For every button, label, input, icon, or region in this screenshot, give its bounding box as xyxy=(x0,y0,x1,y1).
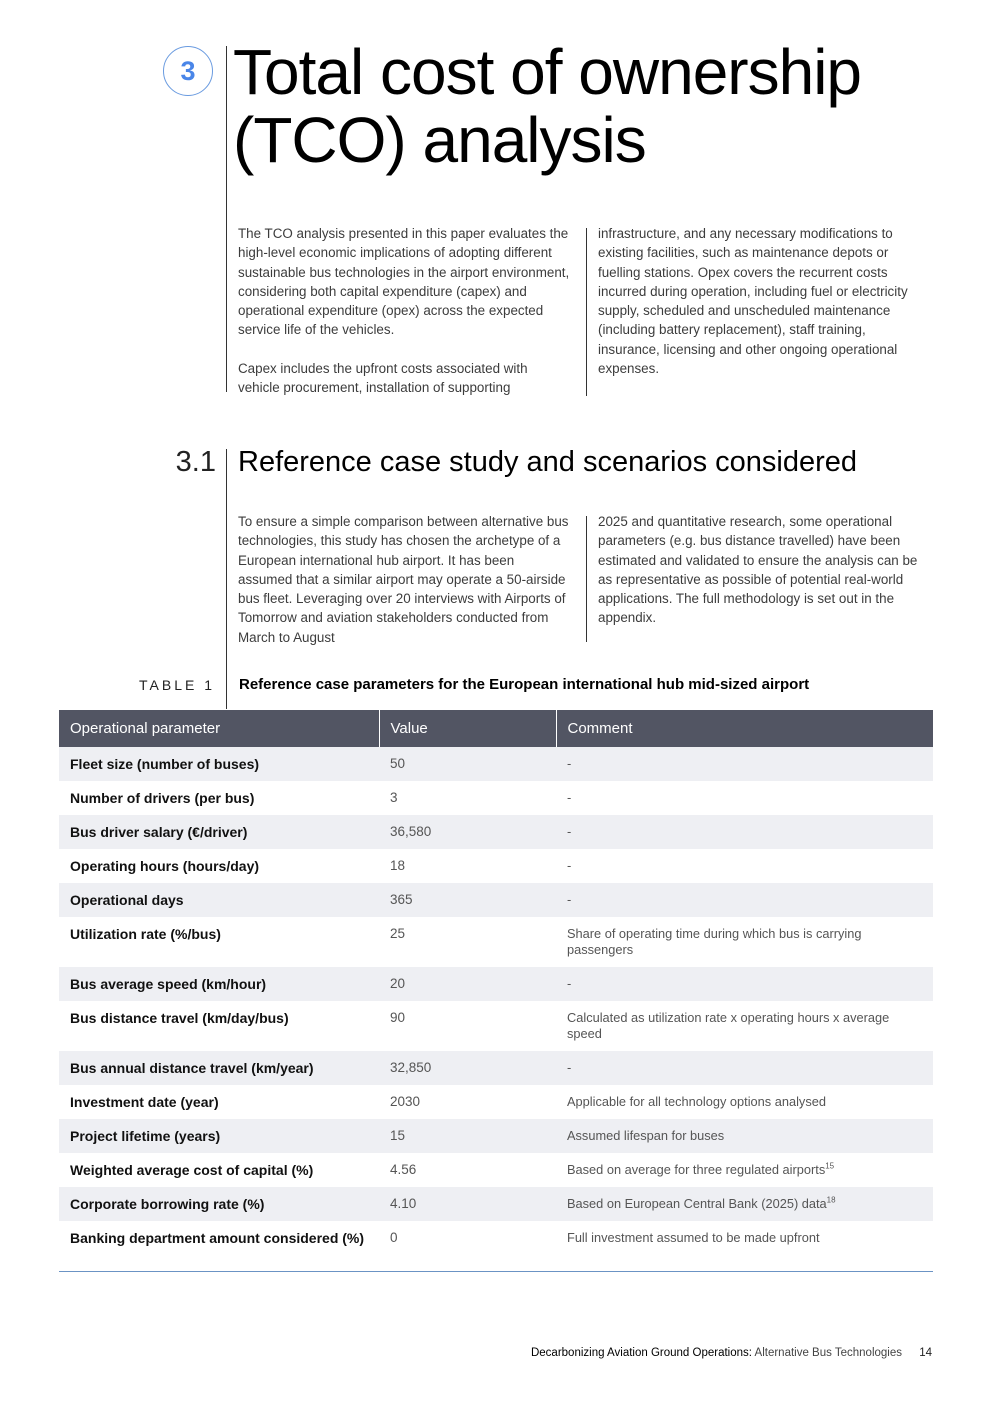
comment-text: Calculated as utilization rate x operating hours x average speed xyxy=(567,1010,890,1041)
table-caption: Reference case parameters for the European international hub mid-sized airport xyxy=(239,676,810,693)
intro-paragraph: The TCO analysis presented in this paper evaluates the high-level economic implications of adopting different sustainable bus technologies in the airport environment, considering both capital expenditure (capex) and operational expenditure (opex) across the expected service life of the vehicles. xyxy=(238,226,570,338)
comment-text: Share of operating time during which bus is carrying passengers xyxy=(567,926,862,957)
cell-comment xyxy=(556,917,933,967)
chapter-number: 3 xyxy=(180,55,196,86)
cell-parameter: Bus annual distance travel (km/year) xyxy=(59,1051,379,1085)
cell-comment xyxy=(556,1153,933,1187)
table-row xyxy=(59,1085,933,1119)
cell-comment xyxy=(556,1221,933,1271)
cell-value: 50 xyxy=(379,747,556,781)
table-row xyxy=(59,815,933,849)
cell-parameter: Weighted average cost of capital (%) xyxy=(59,1153,379,1187)
table-row xyxy=(59,781,933,815)
section-paragraph: To ensure a simple comparison between alternative bus technologies, this study has chosen the archetype of a European international hub airport. It has been assumed that a similar airport may operate a 50-airside bus fleet. Leveraging over 20 interviews with Airports of Tomorrow and aviation stakeholders conducted from March to August xyxy=(238,514,569,645)
cell-parameter: Fleet size (number of buses) xyxy=(59,747,379,781)
cell-parameter: Investment date (year) xyxy=(59,1085,379,1119)
cell-comment xyxy=(556,1119,933,1153)
cell-comment xyxy=(556,1085,933,1119)
cell-value: 365 xyxy=(379,883,556,917)
cell-parameter: Operating hours (hours/day) xyxy=(59,849,379,883)
footer-series-title: Decarbonizing Aviation Ground Operations: xyxy=(530,1347,752,1359)
table-row xyxy=(59,849,933,883)
page-title: Total cost of ownership (TCO) analysis xyxy=(233,36,861,176)
footnote-reference: 15 xyxy=(825,1161,835,1171)
cell-parameter: Project lifetime (years) xyxy=(59,1119,379,1153)
table-row xyxy=(59,1051,933,1085)
chapter-intro xyxy=(238,224,930,398)
cell-value: 2030 xyxy=(379,1085,556,1119)
footer-subtitle: Alternative Bus Technologies xyxy=(754,1347,902,1359)
cell-value: 32,850 xyxy=(379,1051,556,1085)
comment-text: Based on average for three regulated airports xyxy=(567,1162,826,1177)
comment-text: - xyxy=(567,858,572,873)
comment-text: Based on European Central Bank (2025) data xyxy=(567,1196,827,1211)
cell-comment xyxy=(556,883,933,917)
cell-parameter: Corporate borrowing rate (%) xyxy=(59,1187,379,1221)
table-row xyxy=(59,1001,933,1051)
cell-parameter: Bus distance travel (km/day/bus) xyxy=(59,1001,379,1051)
page-footer xyxy=(531,1347,932,1359)
chapter-number-badge xyxy=(163,46,213,96)
cell-value: 4.56 xyxy=(379,1153,556,1187)
cell-comment xyxy=(556,1187,933,1221)
parameters-table xyxy=(59,710,933,1272)
intro-left-column xyxy=(238,224,570,398)
cell-comment xyxy=(556,1001,933,1051)
comment-text: - xyxy=(567,1060,572,1075)
cell-value: 20 xyxy=(379,967,556,1001)
intro-paragraph: infrastructure, and any necessary modifications to existing facilities, such as maintenance depots or fuelling stations. Opex covers the recurrent costs incurred during operation, including fuel or electricity supply, scheduled and unscheduled maintenance (including battery replacement), staff training, insurance, licensing and other ongoing operational expenses. xyxy=(598,226,908,377)
section-paragraph: 2025 and quantitative research, some operational parameters (e.g. bus distance travelled) have been estimated and validated to ensure the analysis can be as representative as possible of potential real-world applications. The full methodology is set out in the appendix. xyxy=(598,514,918,626)
table-header-row xyxy=(59,710,933,747)
table-row xyxy=(59,967,933,1001)
cell-parameter: Operational days xyxy=(59,883,379,917)
comment-text: Full investment assumed to be made upfront xyxy=(567,1230,820,1245)
cell-value: 4.10 xyxy=(379,1187,556,1221)
section-vertical-rule xyxy=(226,449,227,709)
cell-value: 3 xyxy=(379,781,556,815)
section-right-column xyxy=(598,512,930,647)
intro-right-column xyxy=(598,224,930,398)
column-divider xyxy=(586,228,587,396)
table-row xyxy=(59,1187,933,1221)
table-row xyxy=(59,747,933,781)
comment-text: Applicable for all technology options analysed xyxy=(567,1094,826,1109)
footnote-reference: 18 xyxy=(826,1195,836,1205)
cell-value: 15 xyxy=(379,1119,556,1153)
intro-paragraph: Capex includes the upfront costs associated with vehicle procurement, installation of supporting xyxy=(238,361,528,396)
comment-text: Assumed lifespan for buses xyxy=(567,1128,725,1143)
header-parameter: Operational parameter xyxy=(59,710,379,747)
page-number: 14 xyxy=(919,1347,932,1359)
comment-text: - xyxy=(567,824,572,839)
cell-comment xyxy=(556,967,933,1001)
cell-comment xyxy=(556,781,933,815)
section-title: Reference case study and scenarios considered xyxy=(238,446,858,478)
header-value: Value xyxy=(379,710,556,747)
section-body xyxy=(238,512,930,647)
cell-comment xyxy=(556,1051,933,1085)
cell-value: 90 xyxy=(379,1001,556,1051)
comment-text: - xyxy=(567,892,572,907)
section-number: 3.1 xyxy=(175,446,216,478)
cell-comment xyxy=(556,849,933,883)
cell-parameter: Bus average speed (km/hour) xyxy=(59,967,379,1001)
cell-parameter: Number of drivers (per bus) xyxy=(59,781,379,815)
chapter-vertical-rule xyxy=(226,46,227,392)
section-left-column xyxy=(238,512,570,647)
table-row xyxy=(59,883,933,917)
cell-value: 18 xyxy=(379,849,556,883)
cell-value: 36,580 xyxy=(379,815,556,849)
table-row xyxy=(59,1119,933,1153)
cell-comment xyxy=(556,747,933,781)
table-row xyxy=(59,917,933,967)
column-divider xyxy=(586,516,587,642)
cell-value: 0 xyxy=(379,1221,556,1271)
cell-comment xyxy=(556,815,933,849)
cell-parameter: Utilization rate (%/bus) xyxy=(59,917,379,967)
header-comment: Comment xyxy=(556,710,933,747)
table-row xyxy=(59,1153,933,1187)
cell-parameter: Banking department amount considered (%) xyxy=(59,1221,379,1271)
cell-value: 25 xyxy=(379,917,556,967)
cell-parameter: Bus driver salary (€/driver) xyxy=(59,815,379,849)
comment-text: - xyxy=(567,976,572,991)
comment-text: - xyxy=(567,790,572,805)
table-row xyxy=(59,1221,933,1271)
table-label: TABLE 1 xyxy=(139,677,215,693)
comment-text: - xyxy=(567,756,572,771)
